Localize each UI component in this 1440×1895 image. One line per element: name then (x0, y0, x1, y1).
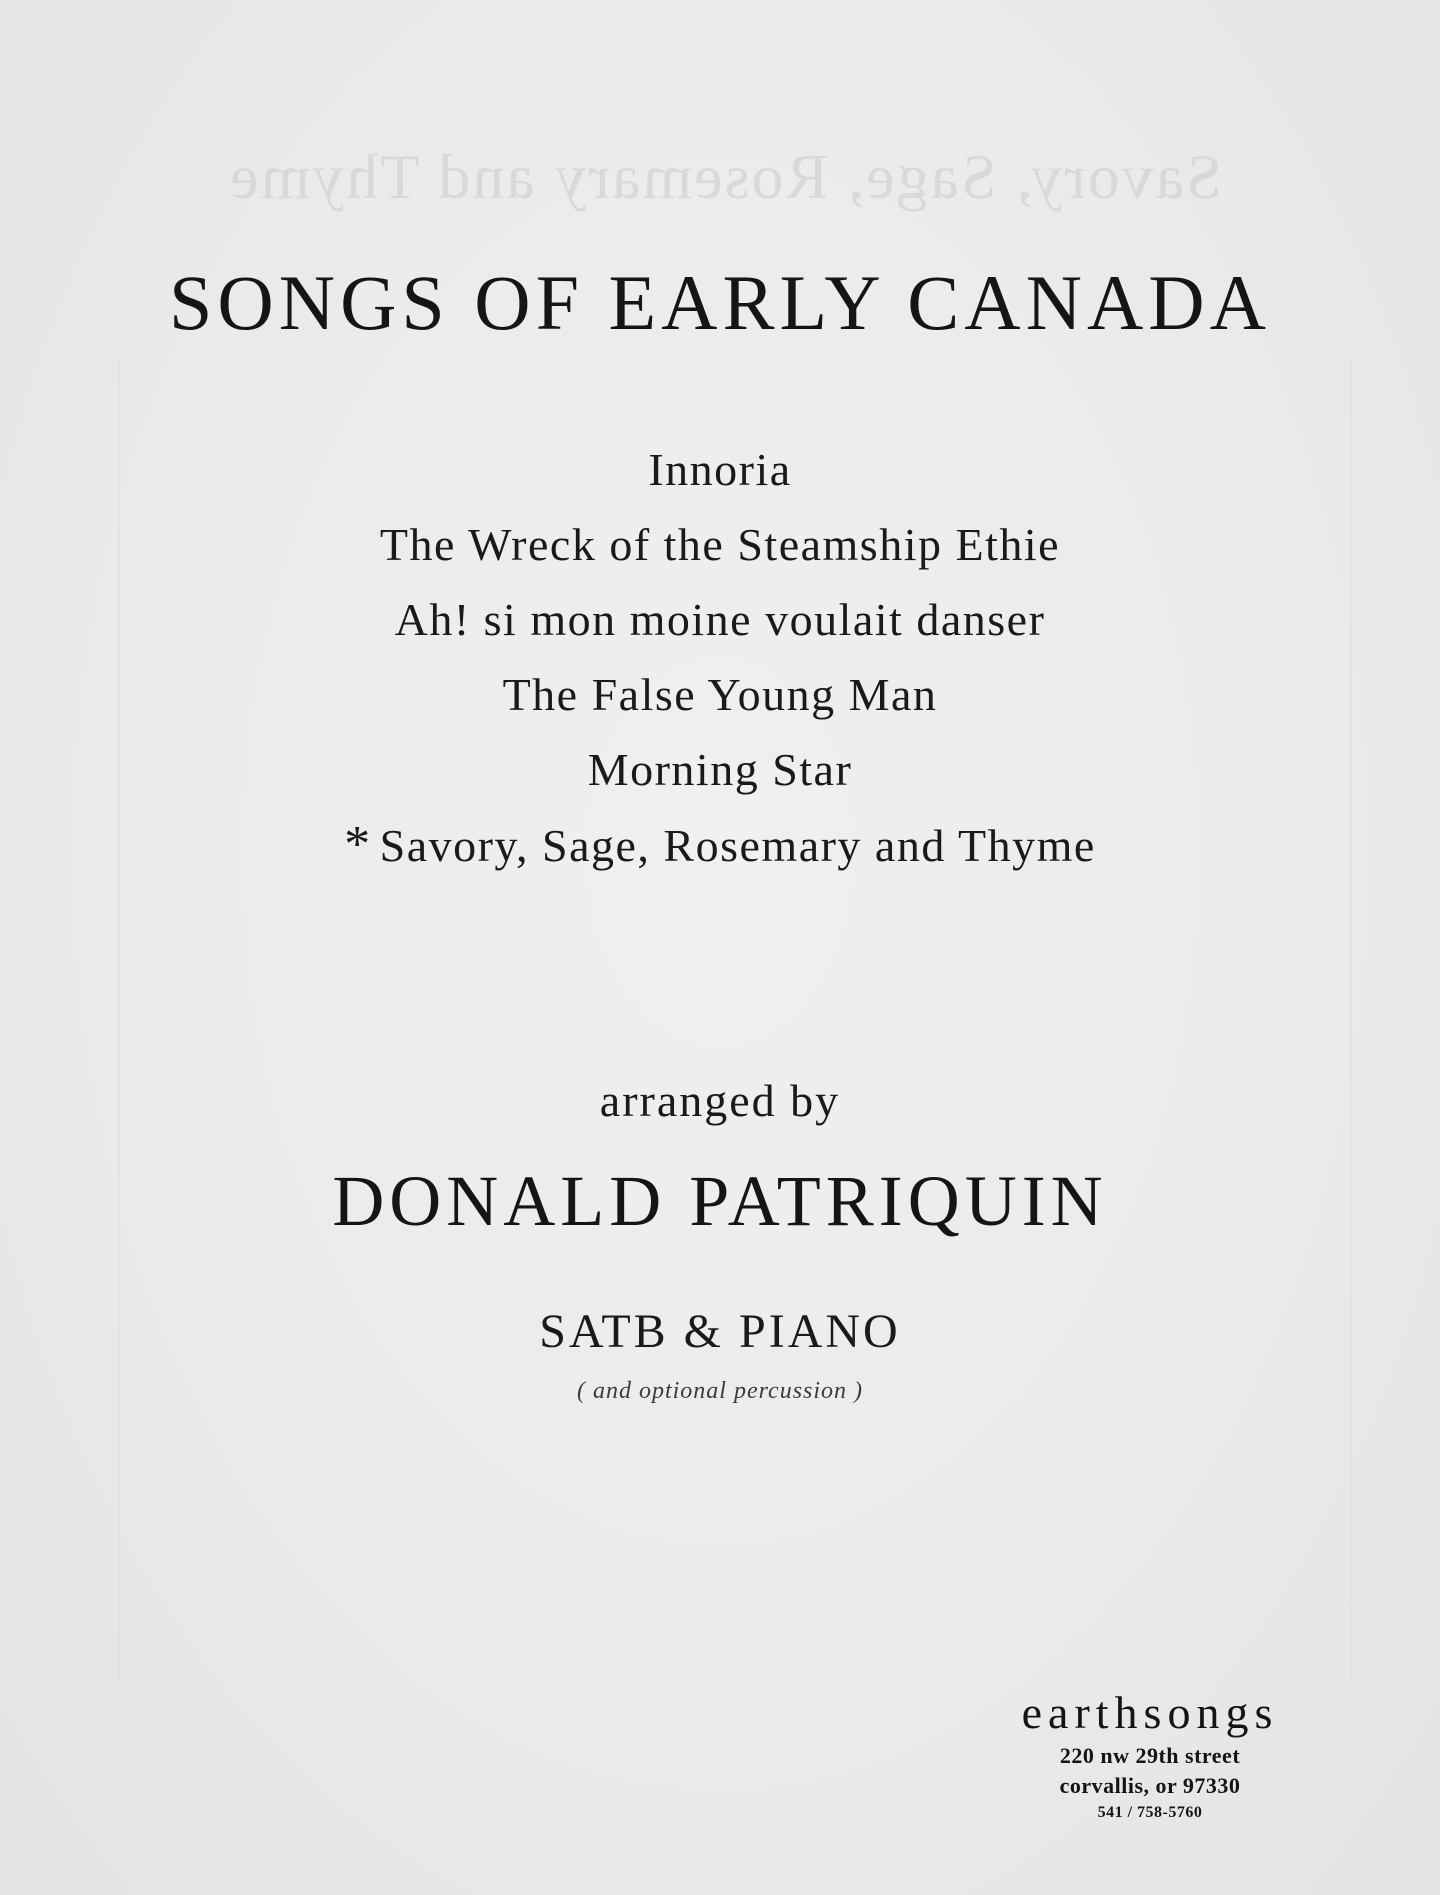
song-title: Savory, Sage, Rosemary and Thyme (379, 820, 1096, 871)
publisher-address-line2: corvallis, or 97330 (1059, 1773, 1241, 1798)
publisher-phone: 541 / 758-5760 (1097, 1804, 1203, 1821)
song-title: The Wreck of the Steamship Ethie (379, 519, 1061, 570)
song-item (0, 807, 1440, 883)
voicing-label: SATB & PIANO (539, 1305, 901, 1358)
song-list (0, 432, 1440, 883)
arranged-by-label: arranged by (599, 1075, 841, 1126)
optional-percussion-note: ( and optional percussion ) (576, 1378, 864, 1404)
publisher-address-line1: 220 nw 29th street (1059, 1743, 1241, 1768)
publisher-block (960, 1685, 1340, 1825)
song-item (0, 582, 1440, 657)
song-item (0, 732, 1440, 807)
song-title: Ah! si mon moine voulait danser (394, 594, 1046, 645)
song-item (0, 432, 1440, 507)
asterisk-marker: * (344, 816, 372, 873)
song-title: Morning Star (587, 744, 853, 795)
song-item (0, 657, 1440, 732)
song-title: The False Young Man (502, 669, 938, 720)
song-title: Innoria (648, 444, 792, 495)
show-through-text: Savory, Sage, Rosemary and Thyme (228, 141, 1222, 212)
cover-title: SONGS OF EARLY CANADA (169, 259, 1271, 346)
publisher-name: earthsongs (1021, 1687, 1279, 1738)
song-item (0, 507, 1440, 582)
arranger-name: DONALD PATRIQUIN (332, 1161, 1108, 1241)
